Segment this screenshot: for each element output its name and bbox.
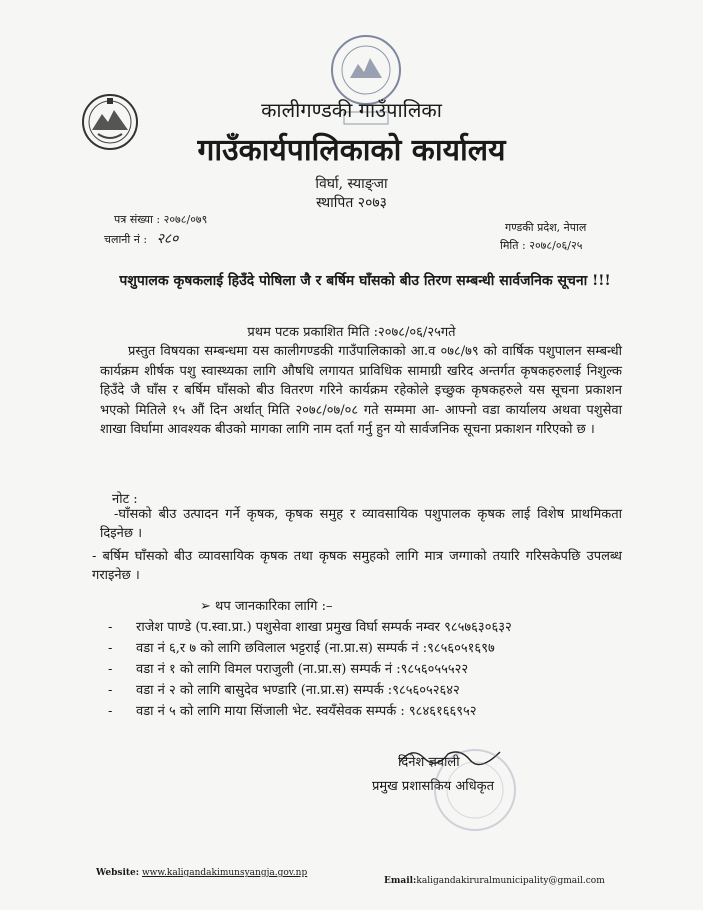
email-label: Email:	[384, 876, 417, 886]
signatory-name: दिनेश ज्ञवाली	[398, 755, 460, 770]
more-info-heading: ➢ थप जानकारिका लागि :–	[200, 599, 333, 614]
email-address[interactable]: kaligandakiruralmunicipality@gmail.com	[416, 876, 605, 886]
contact-text: राजेश पाण्डे (प.स्वा.प्रा.) पशुसेवा शाखा प्रमुख विर्घा सम्पर्क नम्वर ९८५७६३०६३२	[136, 620, 512, 635]
contact-list	[108, 617, 512, 722]
list-item: - राजेश पाण्डे (प.स्वा.प्रा.) पशुसेवा शाखा प्रमुख विर्घा सम्पर्क नम्वर ९८५७६३०६३२	[108, 620, 512, 635]
contact-text: वडा नं १ को लागि विमल पराजुली (ना.प्रा.स) सम्पर्क नं :९८५६०५५५२२	[136, 662, 469, 677]
website-label: Website:	[96, 868, 140, 878]
list-item: - वडा नं १ को लागि विमल पराजुली (ना.प्रा.स) सम्पर्क नं :९८५६०५५५२२	[108, 662, 469, 677]
signatory-title: प्रमुख प्रशासकिय अधिकृत	[372, 779, 495, 794]
notice-body-text: प्रस्तुत विषयका सम्बन्धमा यस कालीगण्डकी गाउँपालिकाको आ.व ०७८/७९ को वार्षिक पशुपालन सम्बन्धी कार्यक्रम शीर्षक पशु स्वास्थ्यका लागि औषधि लगायत प्राविधिक सामाग्री खरिद अन्तर्गत कृषकहरुलाई निशुल्क हिउँदे जै घाँस र बर्षिम घाँसको बीउ वितरण गरिने कार्यक्रम रहेकोले इच्छुक कृषकहरुले यस सूचना प्रकाशन भएको मितिले १५ औं दिन अर्थात् मिति २०७८/०७/०८ गते सम्ममा आ- आफ्नो वडा कार्यालय अथवा पशुसेवा शाखा विर्घामा आवश्यक बीउको मागका लागि नाम दर्ता गर्नु हुन यो सार्वजनिक सूचना प्रकाशन गरिएको छ ।	[100, 344, 622, 438]
established-year: स्थापित २०७३	[316, 195, 387, 211]
list-item: - वडा नं २ को लागि बासुदेव भण्डारि (ना.प्रा.स) सम्पर्क :९८५६०५२६४२	[108, 683, 460, 698]
website-link[interactable]: www.kaligandakimunsyangja.gov.np	[141, 868, 308, 878]
dispatch-number: २८०	[156, 231, 179, 247]
province-label: गण्डकी प्रदेश, नेपाल	[505, 221, 587, 234]
dispatch-label: चलानी नं :	[104, 233, 148, 246]
note-item-2: - बर्षिम घाँसको बीउ व्यावसायिक कृषक तथा कृषक समुहको लागि मात्र जग्गाको तयारि गरिसकेपछि उपलब्ध गराइनेछ ।	[92, 549, 622, 583]
office-name: गाउँकार्यपालिकाको कार्यालय	[197, 133, 506, 168]
contact-text: वडा नं ५ को लागि माया सिंजाली भेट. स्वयँसेवक सम्पर्क : ९८४६१६६९५२	[136, 704, 477, 719]
letter-date: मिति : २०७८/०६/२५	[500, 239, 583, 252]
published-date: प्रथम पटक प्रकाशित मिति :२०७८/०६/२५गते	[247, 325, 456, 340]
reference-number: पत्र संख्या : २०७८/०७९	[114, 213, 208, 226]
dispatch-number-label	[104, 229, 178, 248]
notice-body	[100, 342, 622, 440]
contact-text: वडा नं ६,र ७ को लागि छविलाल भट्टराई (ना.प्रा.स) सम्पर्क नं :९८५६०५१६९७	[136, 641, 495, 656]
list-item: - वडा नं ५ को लागि माया सिंजाली भेट. स्वयँसेवक सम्पर्क : ९८४६१६६९५२	[108, 704, 477, 719]
office-location: विर्घा, स्याङ्जा	[315, 176, 388, 192]
notice-subject: पशुपालक कृषकलाई हिउँदे पोषिला जै र बर्षिम घाँसको बीउ तिरण सम्बन्धी सार्वजनिक सूचना !!!	[119, 273, 611, 289]
footer-website	[96, 868, 307, 878]
note-item-1: -घाँसको बीउ उत्पादन गर्ने कृषक, कृषक समुह र व्यावसायिक पशुपालक कृषक लाई विशेष प्राथमिकता दिइनेछ ।	[100, 507, 622, 541]
list-item: - वडा नं ६,र ७ को लागि छविलाल भट्टराई (ना.प्रा.स) सम्पर्क नं :९८५६०५१६९७	[108, 641, 495, 656]
note-title: नोट :	[112, 492, 138, 507]
footer-email	[384, 876, 605, 886]
municipality-name: कालीगण्डकी गाउँपालिका	[261, 98, 442, 122]
official-seal-icon	[430, 745, 520, 835]
contact-text: वडा नं २ को लागि बासुदेव भण्डारि (ना.प्रा.स) सम्पर्क :९८५६०५२६४२	[136, 683, 460, 698]
